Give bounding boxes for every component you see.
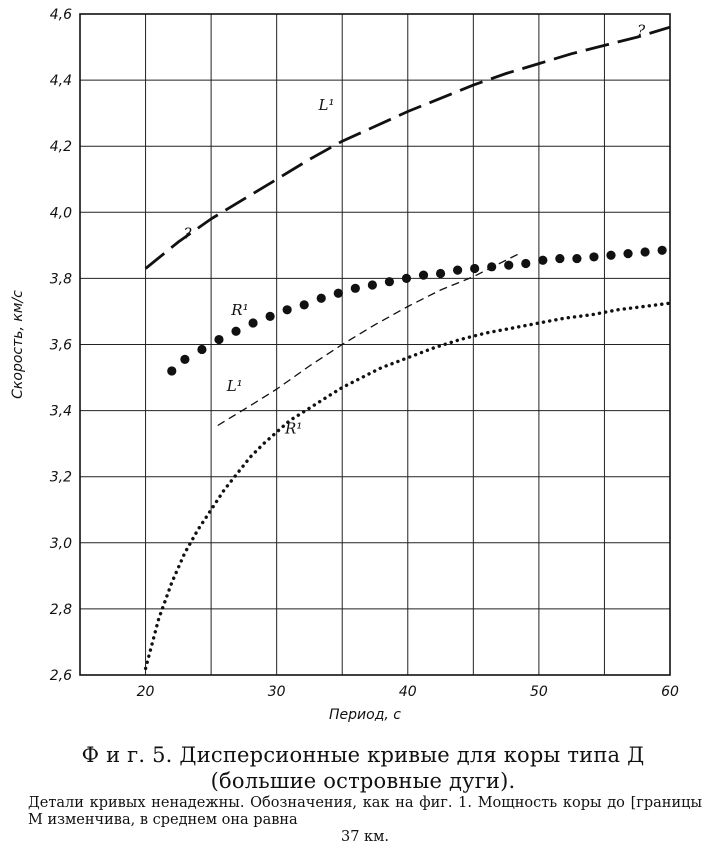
r1-fundamental-point — [197, 345, 206, 354]
y-tick-label: 2,8 — [49, 601, 72, 618]
question-mark-label: ? — [183, 224, 192, 243]
r1-fundamental-point — [606, 251, 615, 260]
r1-fundamental-point — [623, 249, 632, 258]
x-tick-label: 20 — [136, 684, 155, 700]
y-tick-label: 3,8 — [49, 271, 72, 288]
r1-fundamental-point — [351, 284, 360, 293]
r1-fundamental-point — [453, 266, 462, 275]
r1-fundamental-point — [385, 277, 394, 286]
r1-fundamental-point — [214, 335, 223, 344]
r1-fundamental-point — [180, 355, 189, 364]
r1-fundamental-point — [436, 269, 445, 278]
r1-fundamental-point — [658, 246, 667, 255]
figure-caption-title: Ф и г. 5. Дисперсионные кривые для коры типа Д (большие островные дуги). — [81, 743, 645, 793]
curve-label: L¹ — [226, 376, 243, 395]
y-tick-label: 4,0 — [49, 205, 72, 222]
y-tick-label: 3,6 — [49, 337, 72, 354]
r1-fundamental-point — [538, 256, 547, 265]
y-axis-label: Скорость, км/с — [10, 290, 26, 399]
x-tick-label: 50 — [529, 684, 548, 700]
r1-fundamental-point — [555, 254, 564, 263]
r1-fundamental-point — [402, 274, 411, 283]
r1-fundamental-point — [640, 247, 649, 256]
r1-fundamental-point — [248, 318, 257, 327]
curve-label: R¹ — [285, 419, 303, 438]
y-tick-label: 4,4 — [49, 73, 72, 90]
x-tick-label: 60 — [661, 684, 679, 700]
curve-label: L¹ — [318, 95, 335, 114]
x-tick-label: 40 — [398, 684, 417, 700]
l1-secondary-line — [218, 254, 520, 426]
r1-fundamental-point — [589, 252, 598, 261]
x-tick-label: 30 — [267, 684, 286, 700]
y-tick-label: 2,6 — [49, 668, 72, 684]
y-tick-label: 3,2 — [49, 469, 72, 486]
r1-fundamental-point — [419, 270, 428, 279]
x-axis-ticks — [137, 684, 679, 700]
y-axis-ticks — [50, 7, 72, 684]
grid-lines — [80, 14, 670, 675]
r1-fundamental-point — [300, 300, 309, 309]
y-tick-label: 4,2 — [49, 139, 72, 156]
r1-fundamental-point — [317, 294, 326, 303]
r1-fundamental-point — [572, 254, 581, 263]
figure-caption-end: 37 км. — [340, 829, 389, 845]
y-tick-label: 3,0 — [49, 535, 72, 552]
y-tick-label: 3,4 — [49, 403, 72, 420]
figure-caption-body — [28, 795, 702, 846]
r1-fundamental-point — [334, 289, 343, 298]
r1-fundamental-point — [231, 327, 240, 336]
r1-fundamental-point — [521, 259, 530, 268]
curve-label: R¹ — [231, 300, 249, 319]
r1-fundamental-point — [504, 261, 513, 270]
question-mark-label: ? — [637, 21, 646, 40]
r1-fundamental-point — [167, 366, 176, 375]
r1-fundamental-point — [283, 305, 292, 314]
x-axis-label: Период, с — [329, 707, 401, 723]
figure-caption-text: Детали кривых ненадежны. Обозначения, как на фиг. 1. Мощность коры до [границы М изменчива, в среднем она равна — [28, 795, 702, 828]
r1-fundamental-point — [266, 312, 275, 321]
r1-fundamental-point — [368, 280, 377, 289]
r1-fundamental-point — [470, 264, 479, 273]
annotations-layer — [183, 21, 646, 437]
y-tick-label: 4,6 — [49, 7, 72, 23]
